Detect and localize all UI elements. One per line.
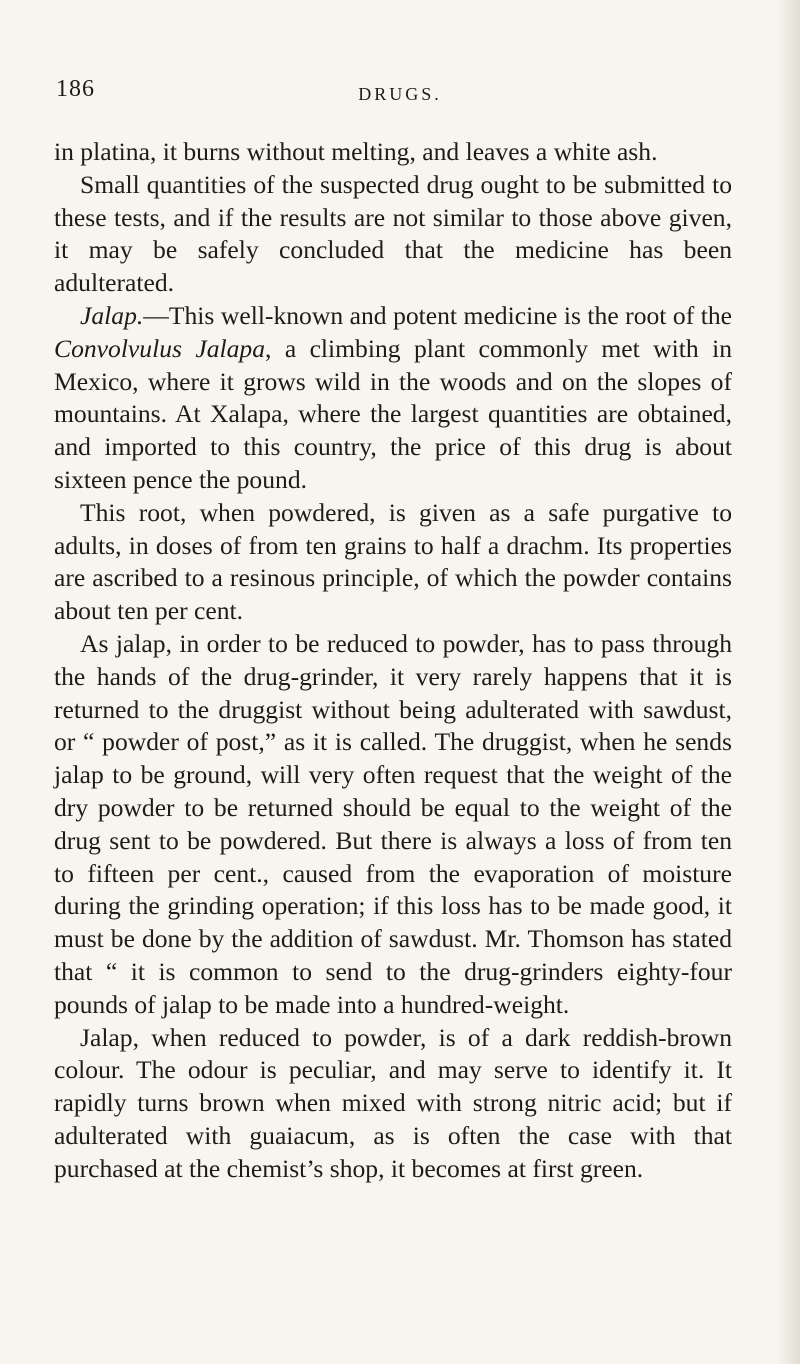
section-lead-jalap: Jalap.: [80, 300, 144, 330]
paragraph-3-text-b: , a climbing plant commonly met with in Mexico, where it grows wild in the woods and on the slopes of mountains. At Xalapa, where the largest quantities are obtained, and imported to this country, the price of this drug is about sixteen pence the pound.: [54, 333, 732, 494]
paragraph-6: Jalap, when reduced to powder, is of a dark reddish-brown colour. The odour is peculiar, and may serve to identify it. It rapidly turns brown when mixed with strong nitric acid; but if adulterated with guaiacum, as is often the case with that purchased at the chemist’s shop, it becomes at first green.: [54, 1022, 732, 1183]
body-text: [54, 136, 732, 1186]
paragraph-4: This root, when powdered, is given as a safe purgative to adults, in doses of from ten grains to half a drachm. Its properties are ascribed to a resinous principle, of which the powder contains about ten per cent.: [54, 497, 732, 626]
page-number: 186: [56, 76, 95, 102]
running-head: DRUGS.: [358, 84, 442, 104]
species-name: Convolvulus Jalapa: [54, 333, 266, 363]
page-edge-shadow: [778, 0, 800, 1364]
paragraph-5: As jalap, in order to be reduced to powder, has to pass through the hands of the drug-grinder, it very rarely happens that it is returned to the druggist without being adulterated with sawdust, or “ powder of post,” as it is called. The druggist, when he sends jalap to be ground, will very often request that the weight of the dry powder to be returned should be equal to the weight of the drug sent to be powdered. But there is always a loss of from ten to fifteen per cent., caused from the evaporation of moisture during the grinding operation; if this loss has to be made good, it must be done by the addition of sawdust. Mr. Thomson has stated that “ it is common to send to the drug-grinders eighty-four pounds of jalap to be made into a hundred-weight.: [54, 628, 732, 1019]
paragraph-3: [54, 300, 732, 497]
paragraph-1: in platina, it burns without melting, and leaves a white ash.: [54, 137, 658, 166]
paragraph-3-text-a: —This well-known and potent medicine is the root of the: [143, 300, 732, 330]
paragraph-2: Small quantities of the suspected drug ought to be submitted to these tests, and if the results are not similar to those above given, it may be safely concluded that the medicine has been adulterated.: [54, 169, 732, 298]
